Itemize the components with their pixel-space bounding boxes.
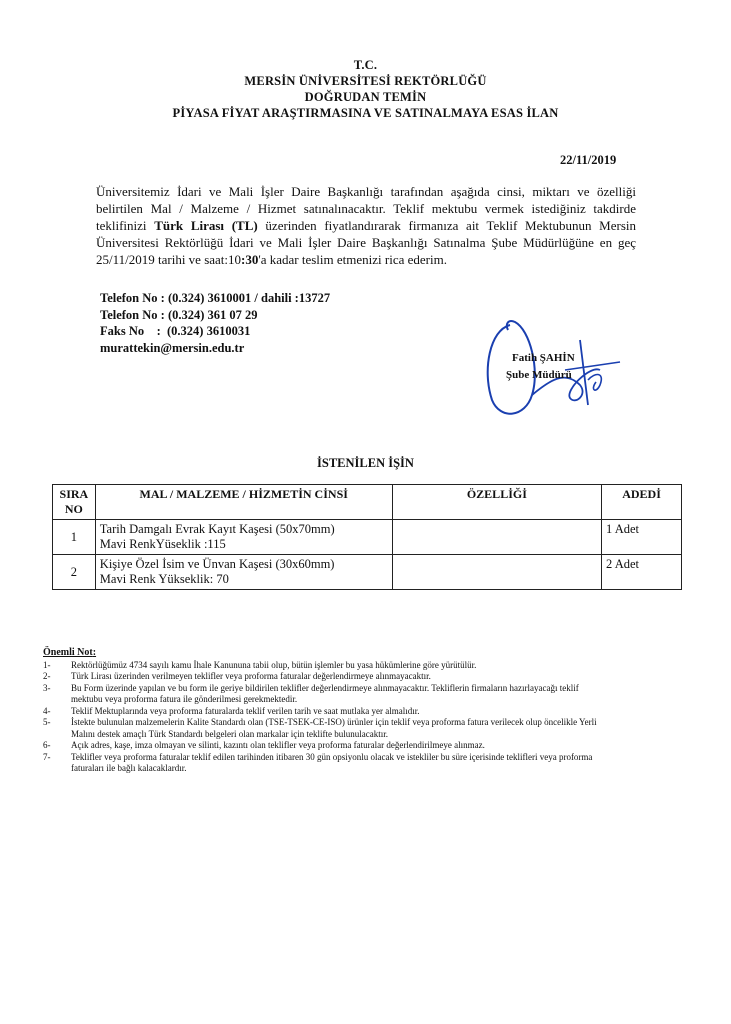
table-header-row [53,485,682,520]
note-item: 4- Teklif Mektuplarında veya proforma faturalarda teklif verilen tarih ve saat mutlaka yer almalıdır. [43,705,420,716]
header-announcement-title: PİYASA FİYAT ARAŞTIRMASINA VE SATINALMAYA ESAS İLAN [172,106,559,120]
table-row [53,520,682,555]
header-item-type: MAL / MALZEME / HİZMETİN CİNSİ [95,485,392,520]
table-row [53,555,682,590]
note-item: 2- Türk Lirası üzerinden verilmeyen teklifler veya proforma faturalar değerlendirmeye alınmayacaktır. [43,671,431,681]
item-description [95,520,392,555]
item-quantity: 1 Adet [602,520,682,555]
phone-2: Telefon No : (0.324) 361 07 29 [100,307,258,322]
signatory-title: Şube Müdürü [506,369,572,381]
notes-title: Önemli Not: [43,647,97,658]
item-name: Tarih Damgalı Evrak Kayıt Kaşesi (50x70mm) [99,522,335,536]
header-university: MERSİN ÜNİVERSİTESİ REKTÖRLÜĞÜ [244,74,487,88]
document-date: 22/11/2019 [560,153,617,167]
intro-paragraph [96,183,636,268]
intro-time: :30 [241,252,259,267]
header-quantity: ADEDİ [602,485,682,520]
fax-number: Faks No : (0.324) 3610031 [100,324,251,338]
note-item: 1- Rektörlüğümüz 4734 sayılı kamu İhale Kanununa tabii olup, bütün işlemler bu yasa hükümlerine göre yürütülür. [43,659,477,670]
header-feature: ÖZELLİĞİ [392,485,601,520]
important-notes [43,647,603,775]
header-tc: T.C. [353,58,378,72]
note-item: 5- İstekte bulunulan malzemelerin Kalite Standardı olan (TSE-TSEK-CE-ISO) ürünler için teklif veya proforma fatura verilecek olup öncelikle Yerli Malını destek amaçlı Türk Standardı belgeleri olan markalar için teklifte bulunulacaktır. [43,717,597,739]
phone-1: Telefon No : (0.324) 3610001 / dahili :13727 [100,291,331,305]
handwritten-signature [470,310,640,425]
contact-block [100,290,330,356]
item-description [95,555,392,590]
intro-part1: Üniversitemiz İdari ve Mali İşler Daire Başkanlığı tarafından aşağıda cinsi, miktarı ve özelliği belirtilen Mal / Malzeme / Hizmet satınalınacaktır. Teklif mektubu vermek istediğiniz takdirde teklifinizi [96,184,636,233]
item-detail: Mavi RenkYüseklik :115 [99,537,226,551]
header-direct-procurement: DOĞRUDAN TEMİN [304,90,427,104]
intro-part3: 'a kadar teslim etmenizi rica ederim. [258,252,447,267]
item-feature [392,555,601,590]
signatory-name: Fatih ŞAHİN [512,352,575,364]
row-number: 1 [53,520,96,555]
section-title: İSTENİLEN İŞİN [317,456,414,470]
note-item: 6- Açık adres, kaşe, imza olmayan ve silinti, kazıntı olan teklifler veya proforma faturalar değerlendirilmeye alınmaz. [43,740,485,750]
item-quantity: 2 Adet [602,555,682,590]
intro-currency: Türk Lirası (TL) [154,218,258,233]
contact-email: murattekin@mersin.edu.tr [100,340,245,355]
item-name: Kişiye Özel İsim ve Ünvan Kaşesi (30x60mm) [99,557,335,571]
item-feature [392,520,601,555]
row-number: 2 [53,555,96,590]
header-sira-no: SIRA NO [53,485,96,520]
item-detail: Mavi Renk Yükseklik: 70 [99,572,229,586]
note-item: 3- Bu Form üzerinde yapılan ve bu form ile geriye bildirilen teklifler değerlendirmeye alınmayacaktır. Tekliflerin firmaların hazırlayacağı teklif mektubu veya proforma fatura ile gönderilmesi gerekmektedir. [43,682,579,704]
intro-part2: üzerinden fiyatlandırarak firmanıza ait Teklif Mektubunun Mersin Üniversitesi Rektörlüğü İdari ve Mali İşler Daire Başkanlığı Satınalma Şube Müdürlüğüne en geç 25/11/2019 tarihi ve saat:10 [96,218,636,267]
note-item: 7- Teklifler veya proforma faturalar teklif edilen tarihinden itibaren 30 gün opsiyonlu olacak ve istekliler bu süre içerisinde teklifleri veya proforma faturaları ile bağlı kalacaklardır. [43,751,593,773]
items-table [52,484,682,590]
